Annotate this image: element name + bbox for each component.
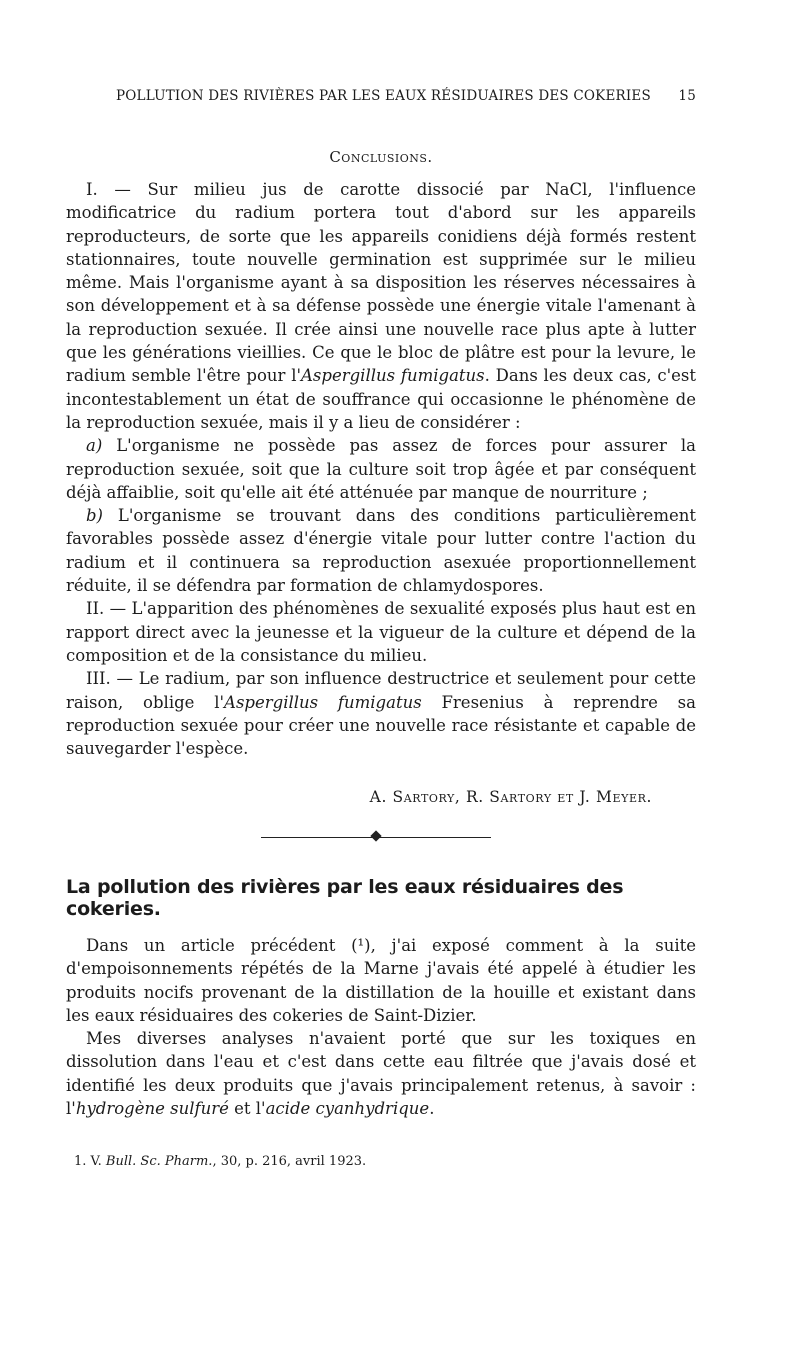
para1-text-a: I. — Sur milieu jus de carotte dissocié par NaCl, l'influence modificatrice du radium portera tout d'abord sur les appareils reproducteurs, de sorte que les appareils conidiens déjà formés restent stationnaires, toute nouvelle germination est supprimée sur le milieu même. Mais l'organisme ayant à sa disposition les réserves nécessaires à son développement et à sa défense possède une énergie vitale l'amenant à la reproduction sexuée. Il crée ainsi une nouvelle race plus apte à lutter que les générations vieillies. Ce que le bloc de plâtre est pour la levure, le radium semble l'être pour l' [66, 180, 696, 386]
item-b-marker: b) [86, 506, 103, 526]
article-para2-text-mid: et l' [228, 1099, 266, 1119]
article-paragraph-2 [66, 1027, 696, 1120]
footnote-journal: Bull. Sc. Pharm. [105, 1154, 213, 1169]
page [66, 0, 696, 1347]
conclusions-body [66, 178, 696, 760]
divider-diamond-icon [370, 830, 381, 841]
footnote-reference: , 30, p. 216, avril 1923. [212, 1154, 367, 1169]
conclusion-paragraph-2: II. — L'apparition des phénomènes de sexualité exposés plus haut est en rapport direct avec la jeunesse et la vigueur de la culture et dépend de la composition et de la consistance du milieu. [66, 599, 696, 665]
article-para2-text-a: Mes diverses analyses n'avaient porté que sur les toxiques en dissolution dans l'eau et c'est dans cette eau filtrée que j'avais dosé et identifié les deux produits que j'avais principalement retenus, à savoir : l' [66, 1029, 696, 1119]
page-number: 15 [678, 88, 696, 104]
para3-text-a: III. — Le radium, par son influence destructrice et seulement pour cette raison, oblige l' [66, 669, 696, 712]
conclusion-paragraph-3 [66, 667, 696, 760]
running-head-title: POLLUTION DES RIVIÈRES PAR LES EAUX RÉSIDUAIRES DES COKERIES [116, 88, 651, 104]
item-b-text: L'organisme se trouvant dans des conditions particulièrement favorables possède assez d'énergie vitale pour lutter contre l'action du radium et il continuera sa reproduction asexuée proportionnellement réduite, il se défendra par formation de chlamydospores. [66, 506, 696, 596]
article-body [66, 934, 696, 1120]
conclusions-heading: Conclusions. [329, 148, 433, 166]
para1-text-b: . Dans les deux cas, c'est incontestablement un état de souffrance qui occasionne le phénomène de la reproduction sexuée, mais il y a lieu de considérer : [66, 366, 697, 432]
article-title: La pollution des rivières par les eaux résiduaires des cokeries. [66, 876, 624, 920]
article-term-hydrogene: hydrogène sulfuré [75, 1099, 229, 1119]
article-term-acide: acide cyanhydrique [265, 1099, 430, 1119]
authors-signature: A. Sartory, R. Sartory et J. Meyer. [369, 788, 652, 806]
footnote [74, 1154, 366, 1169]
para3-text-b: Fresenius à reprendre sa reproduction sexuée pour créer une nouvelle race résistante et capable de sauvegarder l'espèce. [66, 692, 696, 759]
item-a-text: L'organisme ne possède pas assez de forces pour assurer la reproduction sexuée, soit que la culture soit trop âgée et par conséquent déjà affaiblie, soit qu'elle ait été atténuée par manque de nourriture ; [66, 436, 696, 502]
conclusion-item-a [66, 434, 696, 504]
running-head [116, 88, 696, 108]
item-a-marker: a) [86, 436, 103, 456]
para1-species-name: Aspergillus fumigatus [301, 366, 485, 386]
footnote-number: 1. V. [74, 1154, 106, 1169]
conclusion-item-b [66, 504, 696, 597]
conclusion-paragraph-1 [66, 178, 696, 434]
article-paragraph-1: Dans un article précédent (¹), j'ai exposé comment à la suite d'empoisonnements répétés de la Marne j'avais été appelé à étudier les produits nocifs provenant de la distillation de la houille et existant dans les eaux résiduaires des cokeries de Saint-Dizier. [66, 936, 696, 1025]
article-para2-text-end: . [429, 1099, 435, 1119]
para3-species-name: Aspergillus fumigatus [224, 692, 422, 712]
